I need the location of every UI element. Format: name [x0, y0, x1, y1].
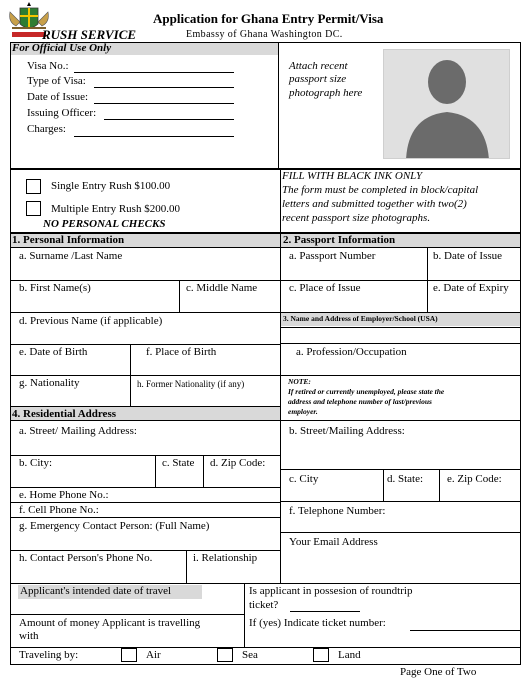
roundtrip-question-1: Is applicant in possesion of roundtrip [249, 585, 413, 597]
note-line-1: If retired or currently unemployed, please state the [288, 387, 445, 396]
date-of-expiry-label: e. Date of Expiry [433, 282, 509, 294]
money-label-1: Amount of money Applicant is travelling [19, 617, 201, 629]
home-phone-label: e. Home Phone No.: [19, 489, 109, 501]
res-zip-label: d. Zip Code: [210, 457, 266, 469]
photo-note-3: photograph here [289, 87, 363, 99]
issuing-officer-field[interactable] [104, 119, 234, 120]
issuing-officer-label: Issuing Officer: [27, 107, 97, 119]
passport-photo-placeholder[interactable] [383, 49, 510, 159]
multiple-entry-checkbox[interactable] [26, 201, 41, 216]
multiple-entry-label: Multiple Entry Rush $200.00 [51, 203, 180, 215]
first-name-label: b. First Name(s) [19, 282, 91, 294]
charges-field[interactable] [74, 136, 234, 137]
type-of-visa-field[interactable] [94, 87, 234, 88]
no-personal-checks: NO PERSONAL CHECKS [43, 218, 166, 230]
visa-no-label: Visa No.: [27, 60, 69, 72]
roundtrip-question-2: ticket? [249, 599, 279, 611]
instructions-line-4: recent passport size photographs. [282, 212, 431, 224]
money-label-2: with [19, 630, 39, 642]
email-label: Your Email Address [289, 536, 378, 548]
res-city-label: b. City: [19, 457, 53, 469]
employer-zip-label: e. Zip Code: [447, 473, 502, 485]
employer-city-label: c. City [289, 473, 319, 485]
date-of-issue-field[interactable] [94, 103, 234, 104]
employer-phone-label: f. Telephone Number: [289, 505, 386, 517]
visa-no-field[interactable] [74, 72, 234, 73]
roundtrip-answer-field[interactable] [290, 611, 360, 612]
relationship-label: i. Relationship [193, 552, 258, 564]
ticket-number-field[interactable] [410, 630, 520, 631]
contact-phone-label: h. Contact Person's Phone No. [19, 552, 153, 564]
center-divider [280, 233, 281, 583]
dob-label: e. Date of Birth [19, 346, 88, 358]
res-state-label: c. State [162, 457, 195, 469]
charges-label: Charges: [27, 123, 66, 135]
nationality-label: g. Nationality [19, 377, 80, 389]
middle-name-label: c. Middle Name [186, 282, 258, 294]
pob-label: f. Place of Birth [146, 346, 217, 358]
instructions-line-3: letters and submitted together with two(2) [282, 198, 467, 210]
cell-phone-label: f. Cell Phone No.: [19, 504, 99, 516]
emergency-contact-label: g. Emergency Contact Person: (Full Name) [19, 520, 210, 532]
residential-heading: 4. Residential Address [12, 408, 117, 420]
land-label: Land [338, 649, 361, 661]
note-line-3: employer. [288, 407, 318, 416]
sea-label: Sea [242, 649, 258, 661]
photo-note-1: Attach recent [289, 60, 348, 72]
official-use-heading: For Official Use Only [12, 42, 112, 54]
instructions-line-2: The form must be completed in block/capital [282, 184, 479, 196]
employer-street-label: b. Street/Mailing Address: [289, 425, 405, 437]
single-entry-label: Single Entry Rush $100.00 [51, 180, 171, 192]
sea-checkbox[interactable] [217, 648, 233, 662]
form-title: Application for Ghana Entry Permit/Visa [153, 11, 384, 26]
passport-date-issue-label: b. Date of Issue [433, 250, 503, 262]
former-nationality-label: h. Former Nationality (if any) [137, 379, 245, 389]
photo-note-2: passport size [289, 73, 347, 85]
employer-heading: 3. Name and Address of Employer/School (USA) [283, 314, 438, 323]
single-entry-checkbox[interactable] [26, 179, 41, 194]
passport-info-heading: 2. Passport Information [283, 234, 396, 246]
rush-service-label: RUSH SERVICE [42, 27, 137, 42]
land-checkbox[interactable] [313, 648, 329, 662]
note-label: NOTE: [288, 377, 311, 386]
date-of-issue-label: Date of Issue: [27, 91, 89, 103]
passport-number-label: a. Passport Number [289, 250, 376, 262]
air-label: Air [146, 649, 161, 661]
instructions-line-1: FILL WITH BLACK INK ONLY [282, 170, 423, 182]
page-number: Page One of Two [400, 666, 477, 678]
type-of-visa-label: Type of Visa: [27, 75, 86, 87]
embassy-subtitle: Embassy of Ghana Washington DC. [186, 29, 343, 40]
profession-label: a. Profession/Occupation [296, 346, 407, 358]
intended-date-label[interactable]: Applicant's intended date of travel [20, 585, 172, 597]
previous-name-label: d. Previous Name (if applicable) [19, 315, 163, 327]
ticket-number-label: If (yes) Indicate ticket number: [249, 617, 386, 629]
surname-label: a. Surname /Last Name [19, 250, 123, 262]
employer-state-label: d. State: [387, 473, 424, 485]
note-line-2: address and telephone number of last/previous [288, 397, 432, 406]
personal-info-heading: 1. Personal Information [12, 234, 125, 246]
air-checkbox[interactable] [121, 648, 137, 662]
res-street-label: a. Street/ Mailing Address: [19, 425, 137, 437]
traveling-by-label: Traveling by: [19, 649, 79, 661]
place-of-issue-label: c. Place of Issue [289, 282, 361, 294]
person-silhouette-icon [384, 50, 510, 159]
